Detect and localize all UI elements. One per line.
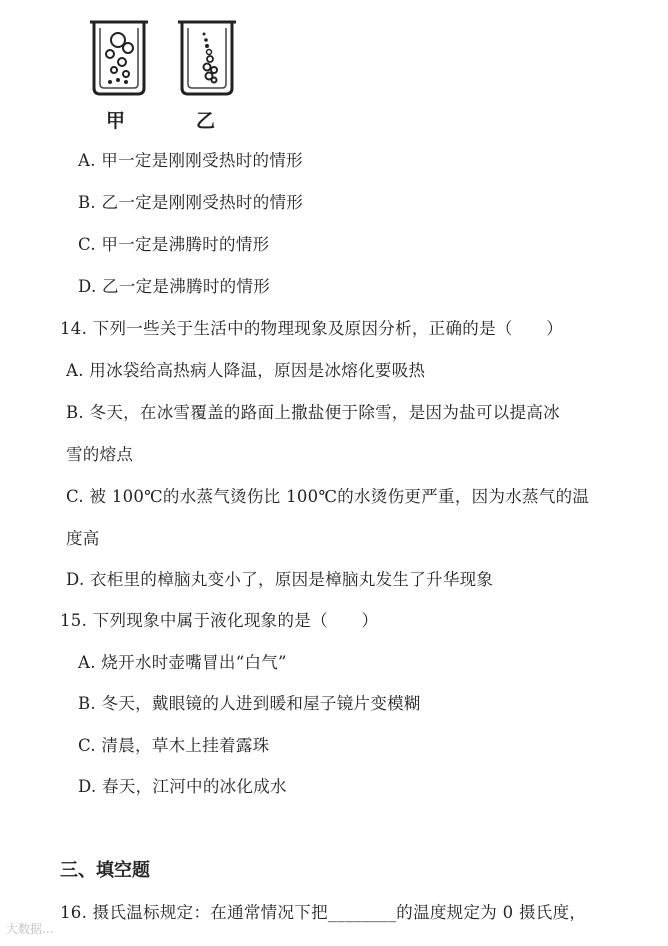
- q13-option-b: B. 乙一定是刚刚受热时的情形: [78, 193, 304, 212]
- q15-stem: 15. 下列现象中属于液化现象的是（ ）: [60, 611, 379, 630]
- q14-option-b-line2: 雪的熔点: [66, 445, 134, 464]
- beaker-figure: [80, 10, 250, 130]
- beakers-illustration: [80, 10, 250, 110]
- q15-option-d: D. 春天，江河中的冰化成水: [78, 777, 287, 796]
- q13-option-c: C. 甲一定是沸腾时的情形: [78, 235, 270, 254]
- q15-option-c: C. 清晨，草木上挂着露珠: [78, 736, 270, 755]
- q15-option-a: A. 烧开水时壶嘴冒出“白气”: [78, 653, 287, 672]
- q14-stem: 14. 下列一些关于生活中的物理现象及原因分析，正确的是（ ）: [60, 319, 564, 338]
- watermark: 大数据...: [6, 922, 54, 936]
- figure-label-b: 乙: [196, 110, 216, 132]
- q14-option-a: A. 用冰袋给高热病人降温，原因是冰熔化要吸热: [66, 361, 426, 380]
- beaker-a: [90, 22, 148, 94]
- beaker-b: [178, 22, 236, 94]
- q14-option-c-line1: C. 被 100℃的水蒸气烫伤比 100℃的水烫伤更严重，因为水蒸气的温: [66, 487, 590, 506]
- section-title: 三、填空题: [60, 860, 150, 881]
- q13-option-d: D. 乙一定是沸腾时的情形: [78, 277, 271, 296]
- q14-option-b-line1: B. 冬天，在冰雪覆盖的路面上撒盐便于除雪，是因为盐可以提高冰: [66, 403, 560, 422]
- q15-option-b: B. 冬天，戴眼镜的人进到暖和屋子镜片变模糊: [78, 694, 421, 713]
- q13-option-a: A. 甲一定是刚刚受热时的情形: [78, 151, 303, 170]
- q14-option-c-line2: 度高: [66, 529, 100, 548]
- q16-text: 16. 摄氏温标规定：在通常情况下把________的温度规定为 0 摄氏度，: [60, 903, 587, 922]
- figure-label-a: 甲: [106, 110, 126, 132]
- q14-option-d: D. 衣柜里的樟脑丸变小了，原因是樟脑丸发生了升华现象: [66, 570, 494, 589]
